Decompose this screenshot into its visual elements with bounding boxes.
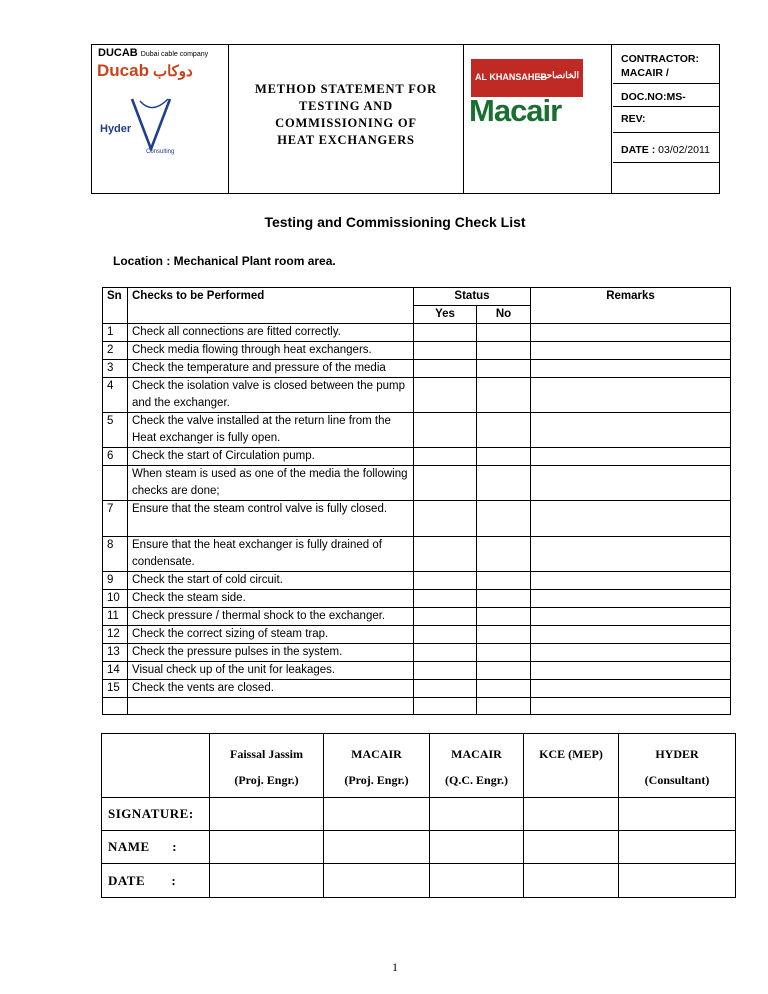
checklist-sn: 6 bbox=[103, 448, 128, 466]
checklist-table bbox=[102, 287, 731, 715]
checklist-sn bbox=[103, 466, 128, 501]
status-no-cell[interactable] bbox=[477, 537, 531, 572]
checklist-check-text: Check the temperature and pressure of the media bbox=[128, 360, 414, 378]
name-cell[interactable] bbox=[210, 831, 324, 864]
checklist-check-text: Check the isolation valve is closed between the pump and the exchanger. bbox=[128, 378, 414, 413]
remarks-cell[interactable] bbox=[531, 501, 731, 537]
remarks-cell[interactable] bbox=[531, 324, 731, 342]
col-header-status: Status bbox=[414, 288, 531, 306]
status-no-cell[interactable] bbox=[477, 413, 531, 448]
checklist-row bbox=[103, 662, 731, 680]
signature-cell[interactable] bbox=[619, 798, 736, 831]
col-header-no: No bbox=[477, 306, 531, 324]
signoff-row-date bbox=[102, 864, 736, 898]
title-line: METHOD STATEMENT FOR bbox=[255, 82, 437, 96]
status-no-cell[interactable] bbox=[477, 626, 531, 644]
signoff-col-macair-pe: MACAIR (Proj. Engr.) bbox=[324, 734, 430, 798]
remarks-cell[interactable] bbox=[531, 680, 731, 698]
checklist-row bbox=[103, 324, 731, 342]
ducab-company-name: DUCAB Dubai cable company bbox=[98, 47, 209, 59]
page-number: 1 bbox=[392, 960, 398, 974]
status-no-cell[interactable] bbox=[477, 448, 531, 466]
signature-cell[interactable] bbox=[524, 798, 619, 831]
checklist-row bbox=[103, 501, 731, 537]
signoff-row-signature bbox=[102, 798, 736, 831]
title-line: TESTING AND bbox=[299, 99, 393, 113]
checklist-check-text: Check the steam side. bbox=[128, 590, 414, 608]
checklist-check-text: Check the start of Circulation pump. bbox=[128, 448, 414, 466]
macair-banner-left: AL KHANSAHEB bbox=[475, 72, 547, 82]
hyder-subtitle: Consulting bbox=[146, 149, 175, 155]
date-cell[interactable] bbox=[210, 864, 324, 898]
header-rule bbox=[613, 106, 719, 107]
checklist-check-text: Ensure that the steam control valve is fully closed. bbox=[128, 501, 414, 537]
checklist-row bbox=[103, 644, 731, 662]
status-no-cell[interactable] bbox=[477, 360, 531, 378]
status-no-cell[interactable] bbox=[477, 680, 531, 698]
checklist-sn: 7 bbox=[103, 501, 128, 537]
checklist-sn: 10 bbox=[103, 590, 128, 608]
checklist-row bbox=[103, 680, 731, 698]
signature-label: SIGNATURE: bbox=[102, 798, 210, 831]
contractor-label: CONTRACTOR: bbox=[621, 53, 699, 65]
remarks-cell[interactable] bbox=[531, 572, 731, 590]
checklist-check-text: Check pressure / thermal shock to the exchanger. bbox=[128, 608, 414, 626]
name-cell[interactable] bbox=[430, 831, 524, 864]
checklist-sn bbox=[103, 698, 128, 715]
checklist-sn: 8 bbox=[103, 537, 128, 572]
remarks-cell[interactable] bbox=[531, 662, 731, 680]
status-no-cell[interactable] bbox=[477, 572, 531, 590]
checklist-check-text: Check the pressure pulses in the system. bbox=[128, 644, 414, 662]
status-yes-cell[interactable] bbox=[414, 466, 477, 501]
col-header-sn: Sn bbox=[103, 288, 128, 324]
checklist-row bbox=[103, 590, 731, 608]
ducab-logo bbox=[97, 61, 193, 81]
date-row-label: DATE : bbox=[102, 864, 210, 898]
signoff-col-hyder: HYDER (Consultant) bbox=[619, 734, 736, 798]
status-yes-cell[interactable] bbox=[414, 590, 477, 608]
remarks-cell[interactable] bbox=[531, 590, 731, 608]
checklist-row bbox=[103, 698, 731, 715]
checklist-check-text: Check the vents are closed. bbox=[128, 680, 414, 698]
checklist-sn: 13 bbox=[103, 644, 128, 662]
macair-banner-right: الخانصاحب bbox=[537, 70, 579, 80]
location-line: Location : Mechanical Plant room area. bbox=[113, 254, 336, 268]
checklist-row bbox=[103, 413, 731, 448]
title-line: HEAT EXCHANGERS bbox=[277, 133, 415, 147]
signoff-col-macair-qc: MACAIR (Q.C. Engr.) bbox=[430, 734, 524, 798]
checklist-sn: 5 bbox=[103, 413, 128, 448]
hyder-v-icon bbox=[128, 95, 174, 155]
signature-cell[interactable] bbox=[430, 798, 524, 831]
date-cell[interactable] bbox=[430, 864, 524, 898]
checklist-row bbox=[103, 572, 731, 590]
status-no-cell[interactable] bbox=[477, 590, 531, 608]
remarks-cell[interactable] bbox=[531, 466, 731, 501]
signoff-table bbox=[101, 733, 736, 898]
header-rule bbox=[613, 83, 719, 84]
checklist-sn: 1 bbox=[103, 324, 128, 342]
remarks-cell[interactable] bbox=[531, 537, 731, 572]
header-rule bbox=[613, 162, 719, 163]
hyder-logo: Hyder bbox=[100, 123, 132, 135]
checklist-check-text: Check the valve installed at the return line from the Heat exchanger is fully open. bbox=[128, 413, 414, 448]
col-header-remarks: Remarks bbox=[531, 288, 731, 324]
name-cell[interactable] bbox=[324, 831, 430, 864]
checklist-row bbox=[103, 342, 731, 360]
status-yes-cell[interactable] bbox=[414, 324, 477, 342]
signoff-corner-cell bbox=[102, 734, 210, 798]
ducab-logo-arabic: دوكاب bbox=[152, 63, 193, 80]
status-yes-cell[interactable] bbox=[414, 378, 477, 413]
status-yes-cell[interactable] bbox=[414, 537, 477, 572]
status-yes-cell[interactable] bbox=[414, 448, 477, 466]
status-no-cell[interactable] bbox=[477, 378, 531, 413]
signoff-row-name bbox=[102, 831, 736, 864]
method-statement-title bbox=[229, 81, 463, 149]
checklist-check-text: Visual check up of the unit for leakages. bbox=[128, 662, 414, 680]
header-divider bbox=[611, 45, 612, 193]
checklist-check-text: Check the correct sizing of steam trap. bbox=[128, 626, 414, 644]
contractor-value: MACAIR / bbox=[621, 67, 669, 79]
checklist-check-text bbox=[128, 698, 414, 715]
title-line: COMMISSIONING OF bbox=[275, 116, 417, 130]
col-header-yes: Yes bbox=[414, 306, 477, 324]
remarks-cell[interactable] bbox=[531, 413, 731, 448]
checklist-title: Testing and Commissioning Check List bbox=[264, 214, 526, 230]
date-cell[interactable] bbox=[324, 864, 430, 898]
date-cell[interactable] bbox=[524, 864, 619, 898]
header-divider bbox=[463, 45, 464, 193]
status-yes-cell[interactable] bbox=[414, 662, 477, 680]
remarks-cell[interactable] bbox=[531, 698, 731, 715]
date-cell[interactable] bbox=[619, 864, 736, 898]
ducab-tagline: Dubai cable company bbox=[140, 51, 209, 58]
checklist-sn: 2 bbox=[103, 342, 128, 360]
signoff-col-faissal: Faissal Jassim (Proj. Engr.) bbox=[210, 734, 324, 798]
remarks-cell[interactable] bbox=[531, 608, 731, 626]
checklist-check-text: Ensure that the heat exchanger is fully drained of condensate. bbox=[128, 537, 414, 572]
status-yes-cell[interactable] bbox=[414, 572, 477, 590]
status-yes-cell[interactable] bbox=[414, 413, 477, 448]
remarks-cell[interactable] bbox=[531, 644, 731, 662]
status-no-cell[interactable] bbox=[477, 608, 531, 626]
checklist-row bbox=[103, 448, 731, 466]
checklist-sn: 12 bbox=[103, 626, 128, 644]
checklist-row bbox=[103, 608, 731, 626]
checklist-check-text: Check media flowing through heat exchangers. bbox=[128, 342, 414, 360]
status-no-cell[interactable] bbox=[477, 698, 531, 715]
status-yes-cell[interactable] bbox=[414, 626, 477, 644]
signature-cell[interactable] bbox=[324, 798, 430, 831]
checklist-row bbox=[103, 626, 731, 644]
status-yes-cell[interactable] bbox=[414, 698, 477, 715]
rev-label: REV: bbox=[621, 113, 646, 125]
checklist-sn: 14 bbox=[103, 662, 128, 680]
header-rule bbox=[613, 132, 719, 133]
status-yes-cell[interactable] bbox=[414, 680, 477, 698]
checklist-check-text: Check all connections are fitted correctly. bbox=[128, 324, 414, 342]
checklist-sn: 9 bbox=[103, 572, 128, 590]
date-value: 03/02/2011 bbox=[658, 144, 710, 156]
signoff-col-kce: KCE (MEP) bbox=[524, 734, 619, 798]
name-cell[interactable] bbox=[524, 831, 619, 864]
checklist-row bbox=[103, 360, 731, 378]
status-yes-cell[interactable] bbox=[414, 360, 477, 378]
remarks-cell[interactable] bbox=[531, 448, 731, 466]
status-no-cell[interactable] bbox=[477, 662, 531, 680]
checklist-sn: 15 bbox=[103, 680, 128, 698]
checklist-sn: 11 bbox=[103, 608, 128, 626]
doc-no-label: DOC.NO:MS- bbox=[621, 91, 686, 103]
remarks-cell[interactable] bbox=[531, 342, 731, 360]
document-header bbox=[91, 44, 720, 194]
col-header-checks: Checks to be Performed bbox=[128, 288, 414, 324]
signature-cell[interactable] bbox=[210, 798, 324, 831]
name-cell[interactable] bbox=[619, 831, 736, 864]
checklist-sn: 3 bbox=[103, 360, 128, 378]
name-label: NAME : bbox=[102, 831, 210, 864]
date-label: DATE : bbox=[621, 144, 656, 156]
remarks-cell[interactable] bbox=[531, 360, 731, 378]
remarks-cell[interactable] bbox=[531, 626, 731, 644]
checklist-header-row bbox=[103, 288, 731, 306]
checklist-sn: 4 bbox=[103, 378, 128, 413]
status-yes-cell[interactable] bbox=[414, 501, 477, 537]
macair-banner bbox=[471, 59, 583, 97]
remarks-cell[interactable] bbox=[531, 378, 731, 413]
ducab-logo-text: Ducab bbox=[97, 61, 149, 80]
status-yes-cell[interactable] bbox=[414, 644, 477, 662]
status-no-cell[interactable] bbox=[477, 466, 531, 501]
status-yes-cell[interactable] bbox=[414, 342, 477, 360]
checklist-check-text: When steam is used as one of the media the following checks are done; bbox=[128, 466, 414, 501]
checklist-row bbox=[103, 378, 731, 413]
status-no-cell[interactable] bbox=[477, 324, 531, 342]
status-no-cell[interactable] bbox=[477, 644, 531, 662]
checklist-row bbox=[103, 537, 731, 572]
status-no-cell[interactable] bbox=[477, 342, 531, 360]
macair-logo: Macair bbox=[469, 93, 562, 128]
date-field bbox=[621, 144, 710, 156]
signoff-header-row bbox=[102, 734, 736, 798]
checklist-check-text: Check the start of cold circuit. bbox=[128, 572, 414, 590]
status-no-cell[interactable] bbox=[477, 501, 531, 537]
status-yes-cell[interactable] bbox=[414, 608, 477, 626]
checklist-row bbox=[103, 466, 731, 501]
